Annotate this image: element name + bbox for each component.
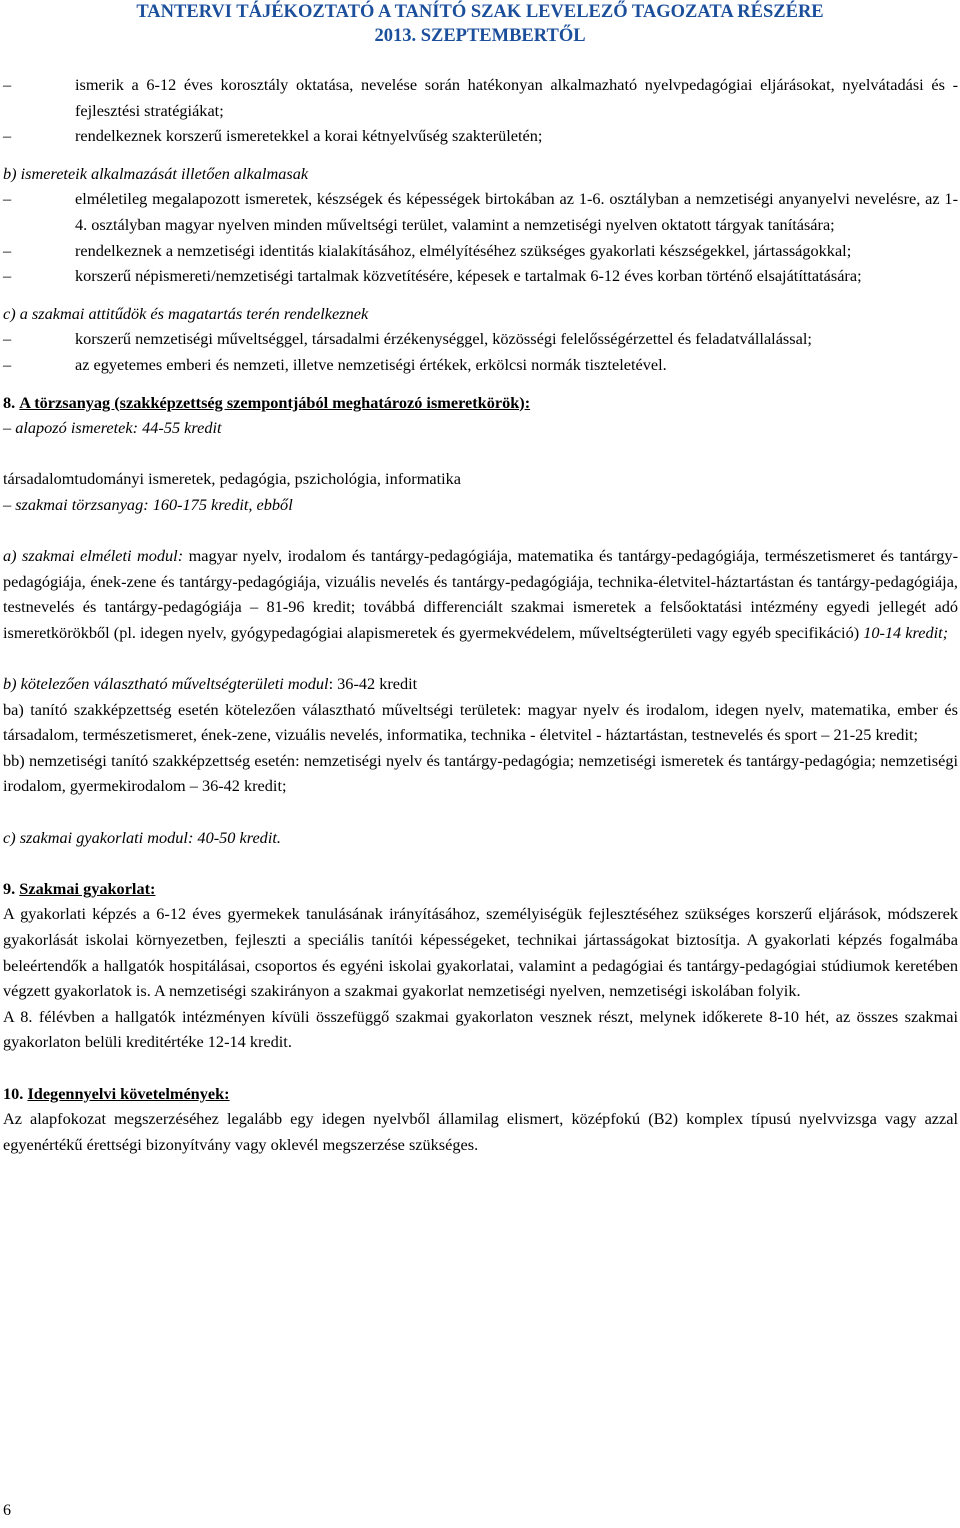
practice-paragraph-1: A gyakorlati képzés a 6-12 éves gyermekek tanulásának irányításához, személyiségük fejlesztéséhez szükséges korszerű eljárások, módszerek gyakorlását iskolai környezetben, fejleszti a speciális tanítói képességeket, technikai jártasságokat biztosítja. A gyakorlati képzés fogalmába beleértendők a hallgatók hospitálásai, csoportos és egyéni iskolai gyakorlatai, valamint a pedagógiai és tantárgy-pedagógiai stúdiumok keretében végzett gyakorlatok is. A nemzetiségi szakirányon a szakmai gyakorlat nemzetiségi nyelven, nemzetiségi iskolában folyik. [3,904,958,1001]
document-body [3,72,958,1157]
list-item [3,326,958,352]
list-item [3,123,958,149]
section-b-heading: b) ismereteik alkalmazását illetően alkalmasak [3,163,309,183]
list-item-text: rendelkeznek a nemzetiségi identitás kialakításához, elmélyítéséhez szükséges gyakorlati készségekkel, jártasságokkal; [75,240,852,260]
dash-bullet: – [3,354,12,374]
dash-bullet: – [3,126,12,146]
page-number: 6 [3,1502,11,1519]
elective-module-line: b) kötelezően választható műveltségterületi modul: 36-42 kredit [3,674,418,694]
list-item-text: korszerű népismereti/nemzetiségi tartalmak közvetítésére, képesek e tartalmak 6-12 éves korban történő elsajátíttatására; [75,266,862,286]
list-item [3,238,958,264]
dash-bullet: – [3,266,12,286]
list-item-text: az egyetemes emberi és nemzeti, illetve nemzetiségi értékek, erkölcsi normák tiszteletével. [75,354,667,374]
section-c-heading: c) a szakmai attitűdök és magatartás terén rendelkeznek [3,303,369,323]
dash-bullet: – [3,189,12,209]
list-item-text: korszerű nemzetiségi műveltséggel, társadalmi érzékenységgel, közösségi felelősségérzettel és feladatvállalással; [75,329,812,349]
section-9-heading: 9. Szakmai gyakorlat: [3,878,156,898]
language-requirements-paragraph: Az alapfokozat megszerzéséhez legalább egy idegen nyelvből államilag elismert, középfokú (B2) komplex típusú nyelvvizsga vagy azzal egyenértékű érettségi bizonyítvány vagy oklevél megszerzése szükséges. [3,1109,958,1154]
header-line-2: 2013. SZEPTEMBERTŐL [374,26,586,46]
page-header [0,0,960,48]
list-item-text: elméletileg megalapozott ismeretek, készségek és képességek birtokában az 1-6. osztályban a nemzetiségi anyanyelvi nevelésre, az 1-4. osztályban magyar nyelven minden műveltségi terület, valamint a nemzetiségi nyelven oktatott tárgyak tanítására; [75,189,958,234]
elective-bb-paragraph: bb) nemzetiségi tanító szakképzettség esetén: nemzetiségi nyelv és tantárgy-pedagógia; nemzetiségi ismeretek és tantárgy-pedagógia; nemzetiségi irodalom, gyermekirodalom – 36-42 kredit; [3,750,958,796]
dash-bullet: – [3,75,12,94]
list-item [3,263,958,289]
basic-knowledge-line: – alapozó ismeretek: 44-55 kredit [3,418,222,438]
header-line-1: TANTERVI TÁJÉKOZTATÓ A TANÍTÓ SZAK LEVELEZŐ TAGOZATA RÉSZÉRE [136,2,824,22]
basic-knowledge-text: társadalomtudományi ismeretek, pedagógia, pszichológia, informatika [3,469,461,489]
list-item-text: ismerik a 6-12 éves korosztály oktatása, nevelése során hatékonyan alkalmazható nyelvpedagógiai eljárásokat, nyelvátadási és -fejlesztési stratégiákat; [75,75,958,120]
theory-module-paragraph: a) szakmai elméleti modul: magyar nyelv, irodalom és tantárgy-pedagógiája, matematika és tantárgy-pedagógiája, természetismeret és tantárgy-pedagógiája, ének-zene és tantárgy-pedagógiája, vizuális nevelés és tantárgy-pedagógiája, technika-életvitel-háztartástan és tantárgy-pedagógiája, testnevelés és tantárgy-pedagógiája – 81-96 kredit; továbbá differenciált szakmai ismeretek a felsőoktatási intézmény egyedi jellegét adó ismeretkörökből (pl. idegen nyelv, gyógypedagógiai alapismeretek és gyermekvédelem, műveltségterületi vagy egyéb specifikáció) 10-14 kredit; [3,546,958,642]
list-item-text: rendelkeznek korszerű ismeretekkel a korai kétnyelvűség szakterületén; [75,126,543,146]
elective-ba-paragraph: ba) tanító szakképzettség esetén kötelezően választható műveltségi területek: magyar nyelv és irodalom, idegen nyelv, matematika, ember és társadalom, természetismeret, ének-zene, vizuális nevelés, informatika, technika - életvitel - háztartástan, testnevelés és sport – 21-25 kredit; [3,699,958,745]
practice-module-line: c) szakmai gyakorlati modul: 40-50 kredit. [3,827,281,847]
list-item [3,186,958,237]
list-item [3,352,958,378]
dash-bullet: – [3,329,12,349]
section-8-heading: 8. A törzsanyag (szakképzettség szempontjából meghatározó ismeretkörök): [3,392,531,412]
dash-bullet: – [3,240,12,260]
practice-paragraph-2: A 8. félévben a hallgatók intézményen kívüli összefüggő szakmai gyakorlaton vesznek részt, melynek időkerete 8-10 hét, az összes szakmai gyakorlaton belüli kreditértéke 12-14 kredit. [3,1006,958,1052]
list-item [3,72,958,123]
core-material-line: – szakmai törzsanyag: 160-175 kredit, ebből [3,494,293,514]
section-10-heading: 10. Idegennyelvi követelmények: [3,1083,230,1103]
